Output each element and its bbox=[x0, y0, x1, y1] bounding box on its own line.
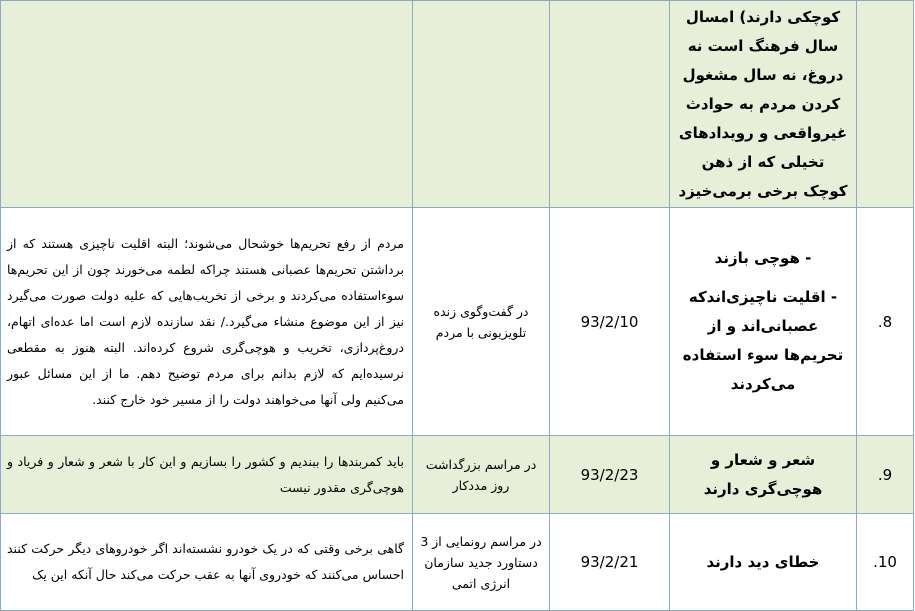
table-row bbox=[1, 514, 914, 611]
row-date: 93/2/10 bbox=[550, 208, 670, 436]
row-date bbox=[550, 1, 670, 208]
row-number bbox=[857, 1, 914, 208]
row-occasion: در گفت‌وگوی زنده تلویزیونی با مردم bbox=[413, 208, 550, 436]
row-title bbox=[670, 208, 857, 436]
row-quote: مردم از رفع تحریم‌ها خوشحال می‌شوند؛ البته اقلیت ناچیزی هستند که از برداشتن تحریم‌ها عصبانی هستند چراکه لطمه می‌خورند چون از این تحریم‌ها سوءاستفاده می‌کردند و برخی از تخریب‌هایی که علیه دولت صورت می‌گیرد نیز از این موضوع منشاء می‌گیرد./ نقد سازنده لازم است اما عده‌ای اتهام، دروغ‌پردازی، تخریب و هوچی‌گری شروع کرده‌اند. البته هنوز به مقطعی نرسیده‌ایم که لازم بدانم برای مردم توضیح دهم. ما از این مسائل عبور می‌کنیم ولی آنها می‌خواهند دولت را از مسیر خود خارج کنند. bbox=[1, 208, 413, 436]
row-number: 8. bbox=[857, 208, 914, 436]
title-line: شعر و شعار و هوچی‌گری دارند bbox=[703, 450, 823, 498]
row-date: 93/2/21 bbox=[550, 514, 670, 611]
title-line: - هوچی بازند bbox=[714, 249, 812, 267]
row-title bbox=[670, 436, 857, 514]
row-number: 10. bbox=[857, 514, 914, 611]
title-line: - اقلیت ناچیزی‌اندکه عصبانی‌اند و از تحریم‌ها سوء استفاده می‌کردند bbox=[682, 288, 844, 393]
row-occasion: در مراسم رونمایی از 3 دستاورد جدید سازمان انرژی اتمی bbox=[413, 514, 550, 611]
table-row bbox=[1, 208, 914, 436]
table-row bbox=[1, 1, 914, 208]
title-line: خطای دید دارند bbox=[706, 552, 820, 571]
row-quote bbox=[1, 1, 413, 208]
row-occasion: در مراسم بزرگداشت روز مددکار bbox=[413, 436, 550, 514]
title-line: کوچکی دارند) امسال سال فرهنگ است نه دروغ، نه سال مشغول کردن مردم به حوادث غیرواقعی و رویدادهای تخیلی که از ذهن کوچک برخی برمی‌خیزد bbox=[678, 7, 848, 200]
row-title bbox=[670, 514, 857, 611]
row-quote: باید کمربندها را ببندیم و کشور را بسازیم و این کار با شعر و شعار و فریاد و هوچی‌گری مقدور نیست bbox=[1, 436, 413, 514]
row-occasion bbox=[413, 1, 550, 208]
table-row bbox=[1, 436, 914, 514]
row-number: 9. bbox=[857, 436, 914, 514]
row-date: 93/2/23 bbox=[550, 436, 670, 514]
row-quote: گاهی برخی وقتی که در یک خودرو نشسته‌اند اگر خودروهای دیگر حرکت کنند احساس می‌کنند که خودروی آنها به عقب حرکت می‌کند حال آنکه این یک bbox=[1, 514, 413, 611]
row-title bbox=[670, 1, 857, 208]
